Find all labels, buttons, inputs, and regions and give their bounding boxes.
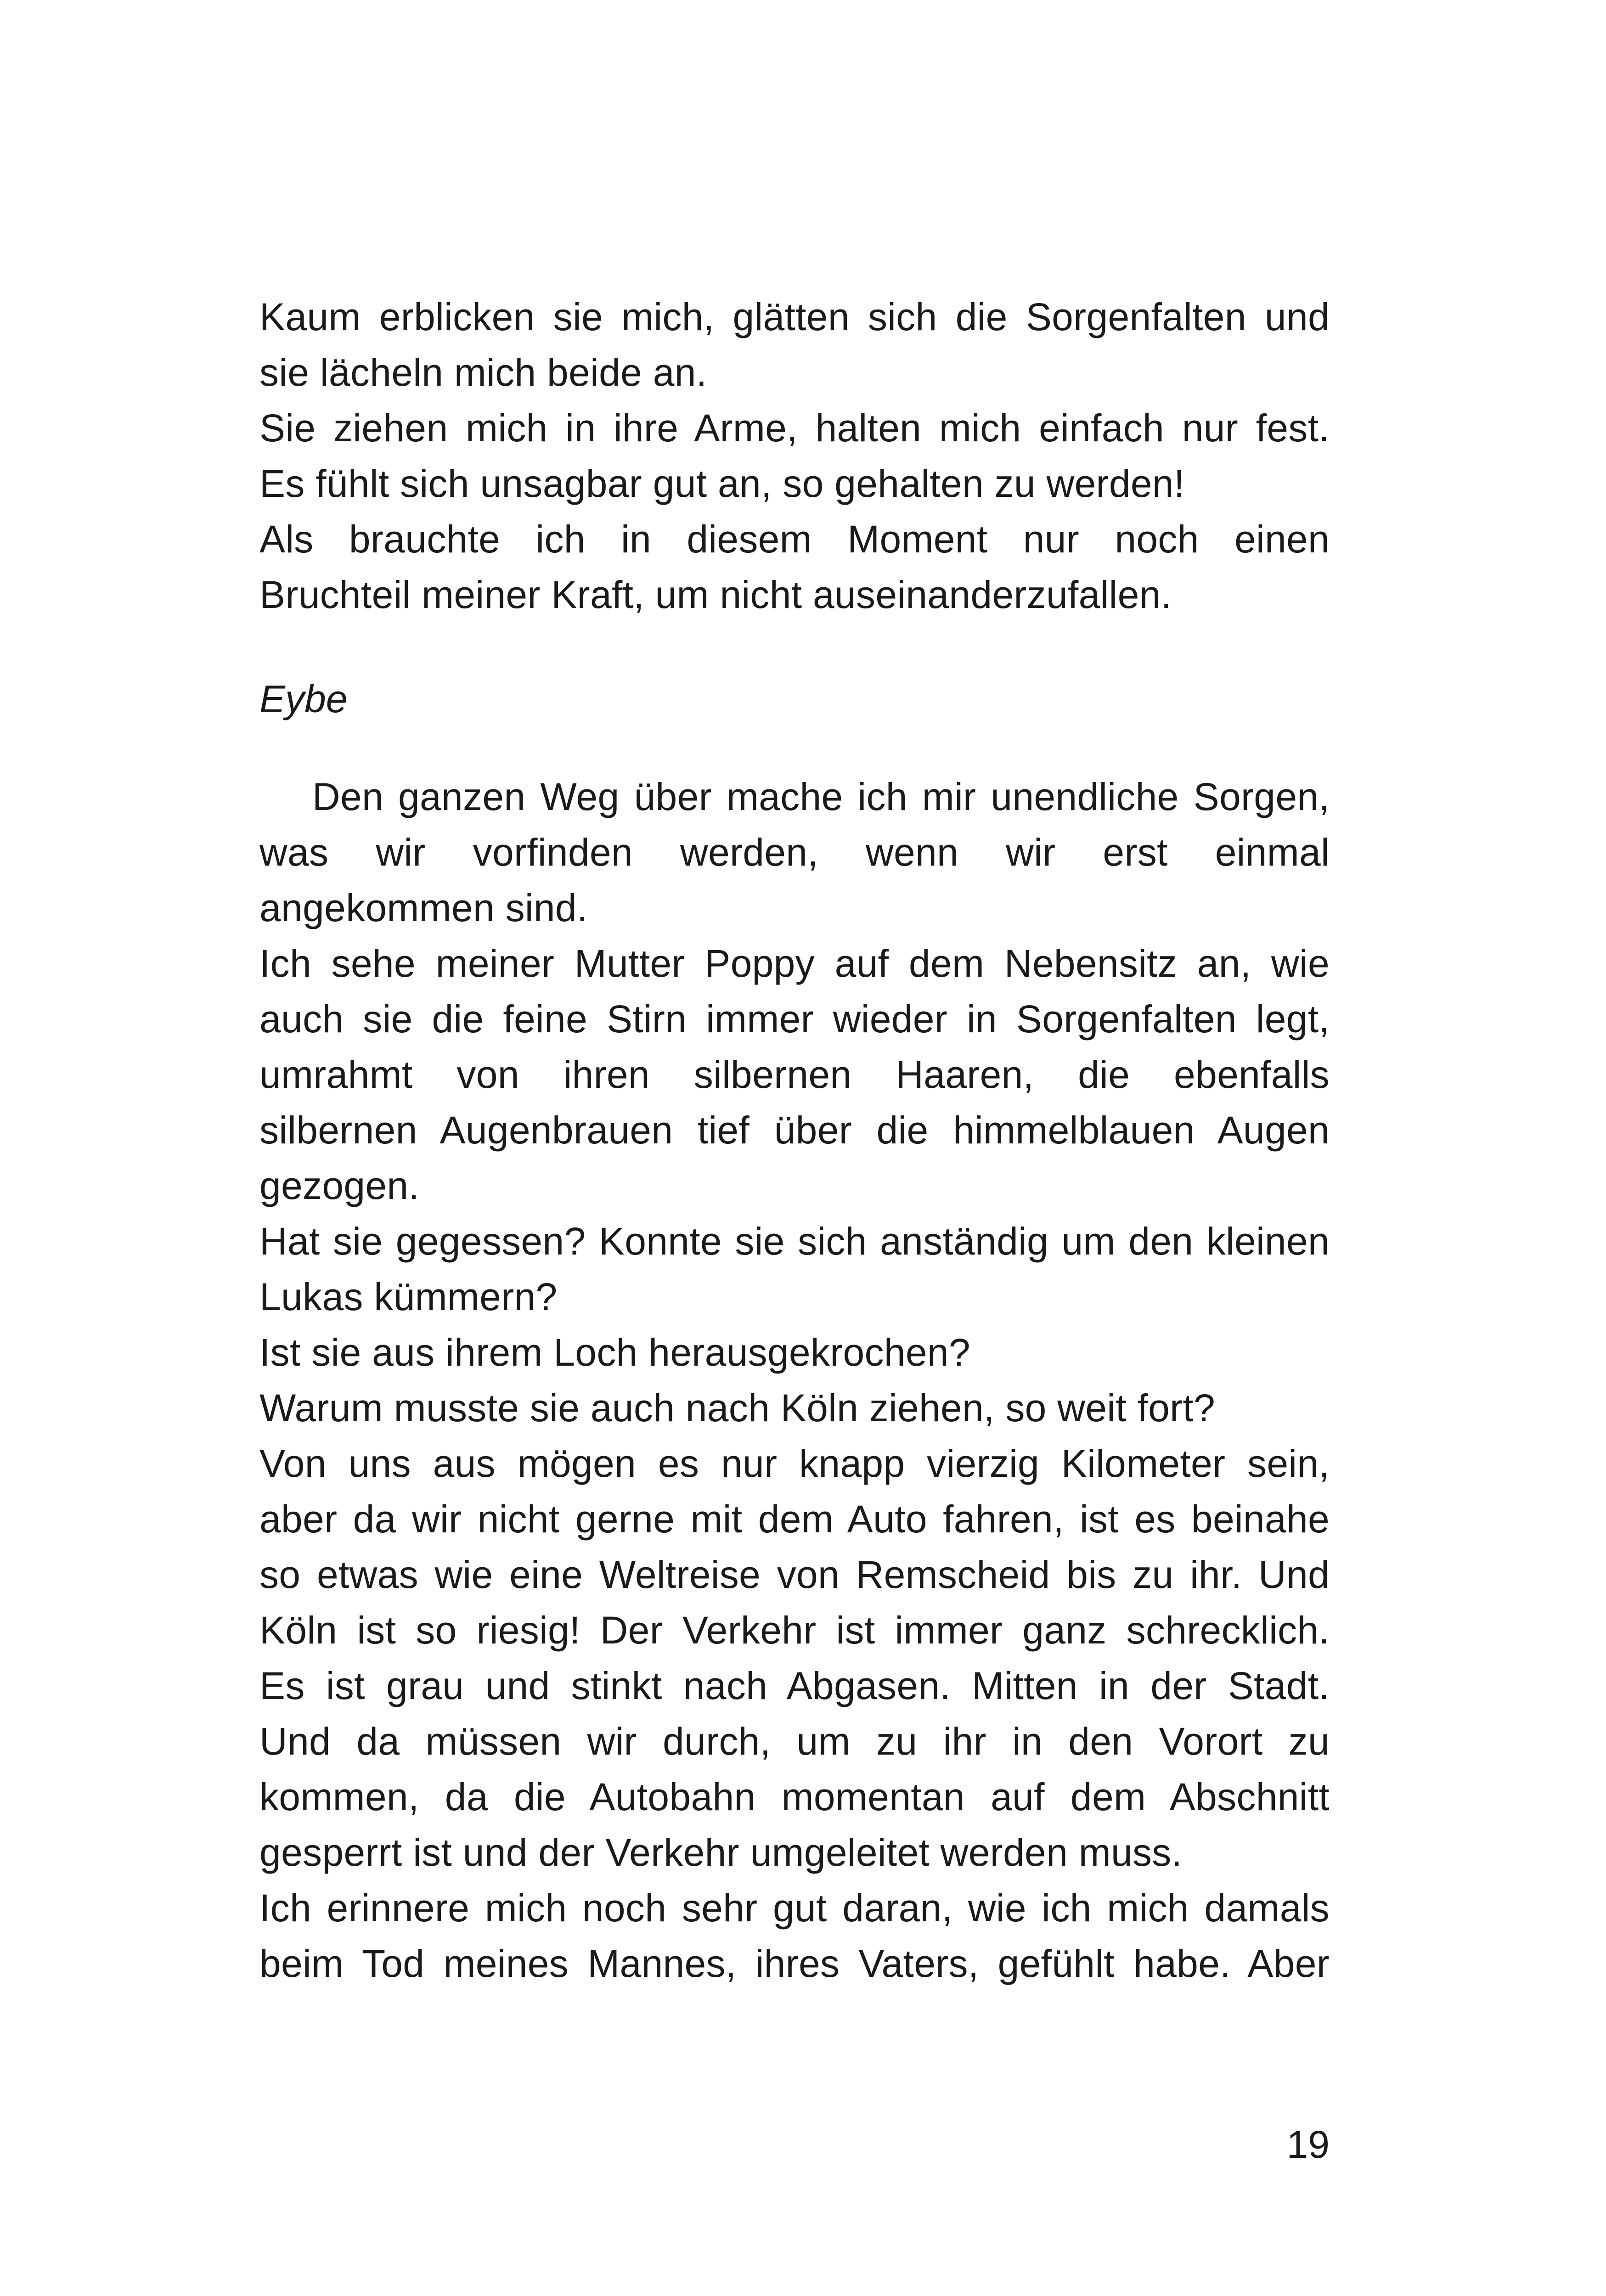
text-line: Als brauchte ich in diesem Moment nur noch einen <box>259 518 1330 561</box>
text-line: Es fühlt sich unsagbar gut an, so gehalten zu werden! <box>259 462 1185 505</box>
text-line: auch sie die feine Stirn immer wieder in Sorgenfalten legt, <box>259 997 1330 1041</box>
text-line: aber da wir nicht gerne mit dem Auto fahren, ist es beinahe <box>259 1497 1330 1541</box>
text-line: Kaum erblicken sie mich, glätten sich die Sorgenfalten und <box>259 295 1330 338</box>
text-line: Köln ist so riesig! Der Verkehr ist immer ganz schrecklich. <box>259 1609 1330 1652</box>
text-line: Lukas kümmern? <box>259 1275 558 1318</box>
text-line: sie lächeln mich beide an. <box>259 351 707 394</box>
section-heading: Eybe <box>259 677 348 720</box>
text-line: Ich erinnere mich noch sehr gut daran, wie ich mich damals <box>259 1886 1330 1930</box>
main-paragraphs <box>259 769 1330 1992</box>
text-line: Es ist grau und stinkt nach Abgasen. Mitten in der Stadt. <box>259 1664 1330 1707</box>
text-line: gezogen. <box>259 1164 420 1207</box>
text-line: Hat sie gegessen? Konnte sie sich anständig um den kleinen <box>259 1220 1330 1263</box>
text-line: angekommen sind. <box>259 886 588 929</box>
text-line: kommen, da die Autobahn momentan auf dem Abschnitt <box>259 1775 1330 1818</box>
text-line: silbernen Augenbrauen tief über die himmelblauen Augen <box>259 1109 1330 1152</box>
text-line: Ist sie aus ihrem Loch herausgekrochen? <box>259 1331 970 1374</box>
text-line: gesperrt ist und der Verkehr umgeleitet werden muss. <box>259 1831 1183 1874</box>
page-number: 19 <box>1286 2123 1330 2166</box>
text-line: Den ganzen Weg über mache ich mir unendliche Sorgen, <box>312 775 1330 818</box>
text-line: Und da müssen wir durch, um zu ihr in den Vorort zu <box>259 1720 1330 1763</box>
text-line: Ich sehe meiner Mutter Poppy auf dem Nebensitz an, wie <box>259 942 1330 985</box>
text-line: so etwas wie eine Weltreise von Remscheid bis zu ihr. Und <box>259 1553 1330 1596</box>
text-line: Warum musste sie auch nach Köln ziehen, so weit fort? <box>259 1386 1216 1429</box>
text-line: Bruchteil meiner Kraft, um nicht auseinanderzufallen. <box>259 573 1172 616</box>
text-line: Sie ziehen mich in ihre Arme, halten mich einfach nur fest. <box>259 406 1330 450</box>
opening-paragraphs <box>259 289 1330 623</box>
text-line: was wir vorfinden werden, wenn wir erst einmal <box>259 831 1330 874</box>
text-line: Von uns aus mögen es nur knapp vierzig Kilometer sein, <box>259 1442 1330 1485</box>
text-line: beim Tod meines Mannes, ihres Vaters, gefühlt habe. Aber <box>259 1942 1330 1985</box>
text-line: umrahmt von ihren silbernen Haaren, die ebenfalls <box>259 1053 1330 1096</box>
